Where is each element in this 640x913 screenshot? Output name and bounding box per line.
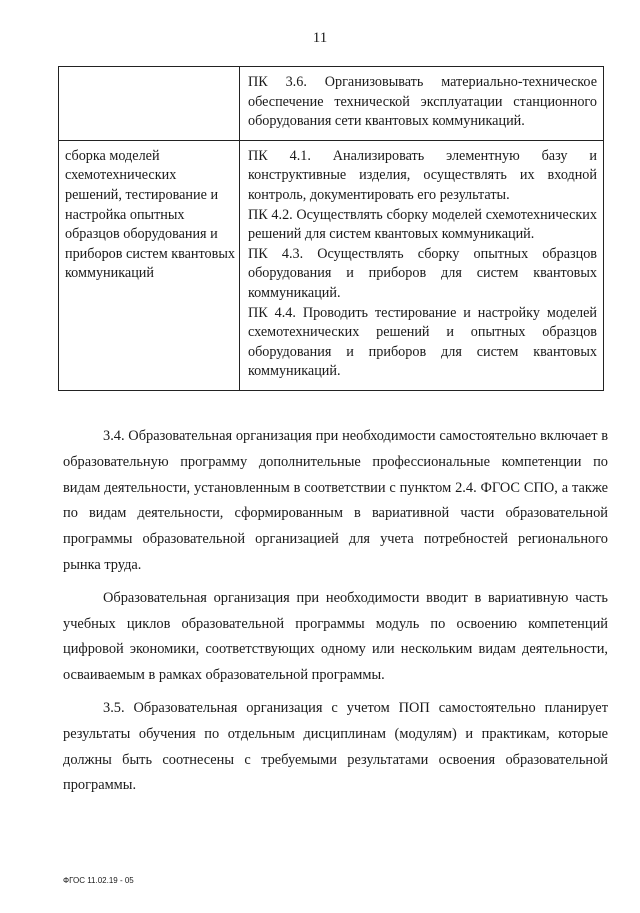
paragraph: 3.4. Образовательная организация при необходимости самостоятельно включает в образовательную программу дополнительные профессиональные компетенции по видам деятельности, установленным в соответствии с пунктом 2.4. ФГОС СПО, а также по видам деятельности, сформированным в вариативной части образовательной программы образовательной организацией для учета потребностей регионального рынка труда.	[63, 428, 608, 573]
document-code: ФГОС 11.02.19 - 05	[63, 876, 134, 885]
table-row	[59, 67, 604, 141]
paragraph: 3.5. Образовательная организация с учетом ПОП самостоятельно планирует результаты обучения по отдельным дисциплинам (модулям) и практикам, которые должны быть соотнесены с требуемыми результатами освоения образовательной программы.	[63, 699, 608, 794]
activity-cell	[59, 67, 240, 141]
competency-item: ПК 4.3. Осуществлять сборку опытных образцов оборудования и приборов для систем квантовых коммуникаций.	[248, 245, 597, 301]
competency-item: ПК 4.4. Проводить тестирование и настройку моделей схемотехнических решений и опытных образцов оборудования и приборов для систем квантовых коммуникаций.	[248, 304, 597, 380]
competency-item: ПК 4.2. Осуществлять сборку моделей схемотехнических решений для систем квантовых коммуникаций.	[248, 206, 597, 243]
competency-item: ПК 4.1. Анализировать элементную базу и конструктивные изделия, осуществлять их входной контроль, документировать его результаты.	[248, 147, 597, 203]
activity-cell: сборка моделей схемотехнических решений, тестирование и настройка опытных образцов оборудования и приборов систем квантовых коммуникаций	[59, 140, 240, 390]
competencies-table	[58, 66, 604, 391]
body-text	[63, 424, 608, 799]
paragraph: Образовательная организация при необходимости вводит в вариативную часть учебных циклов образовательной программы модуль по освоению компетенций цифровой экономики, соответствующих одному или нескольким видам деятельности, осваиваемым в рамках образовательной программы.	[63, 589, 608, 684]
page-number: 11	[312, 30, 328, 46]
table-row	[59, 140, 604, 390]
competencies-cell	[240, 67, 604, 141]
competencies-cell	[240, 140, 604, 390]
competency-item: ПК 3.6. Организовывать материально-техническое обеспечение технической эксплуатации станционного оборудования сети квантовых коммуникаций.	[248, 74, 597, 130]
